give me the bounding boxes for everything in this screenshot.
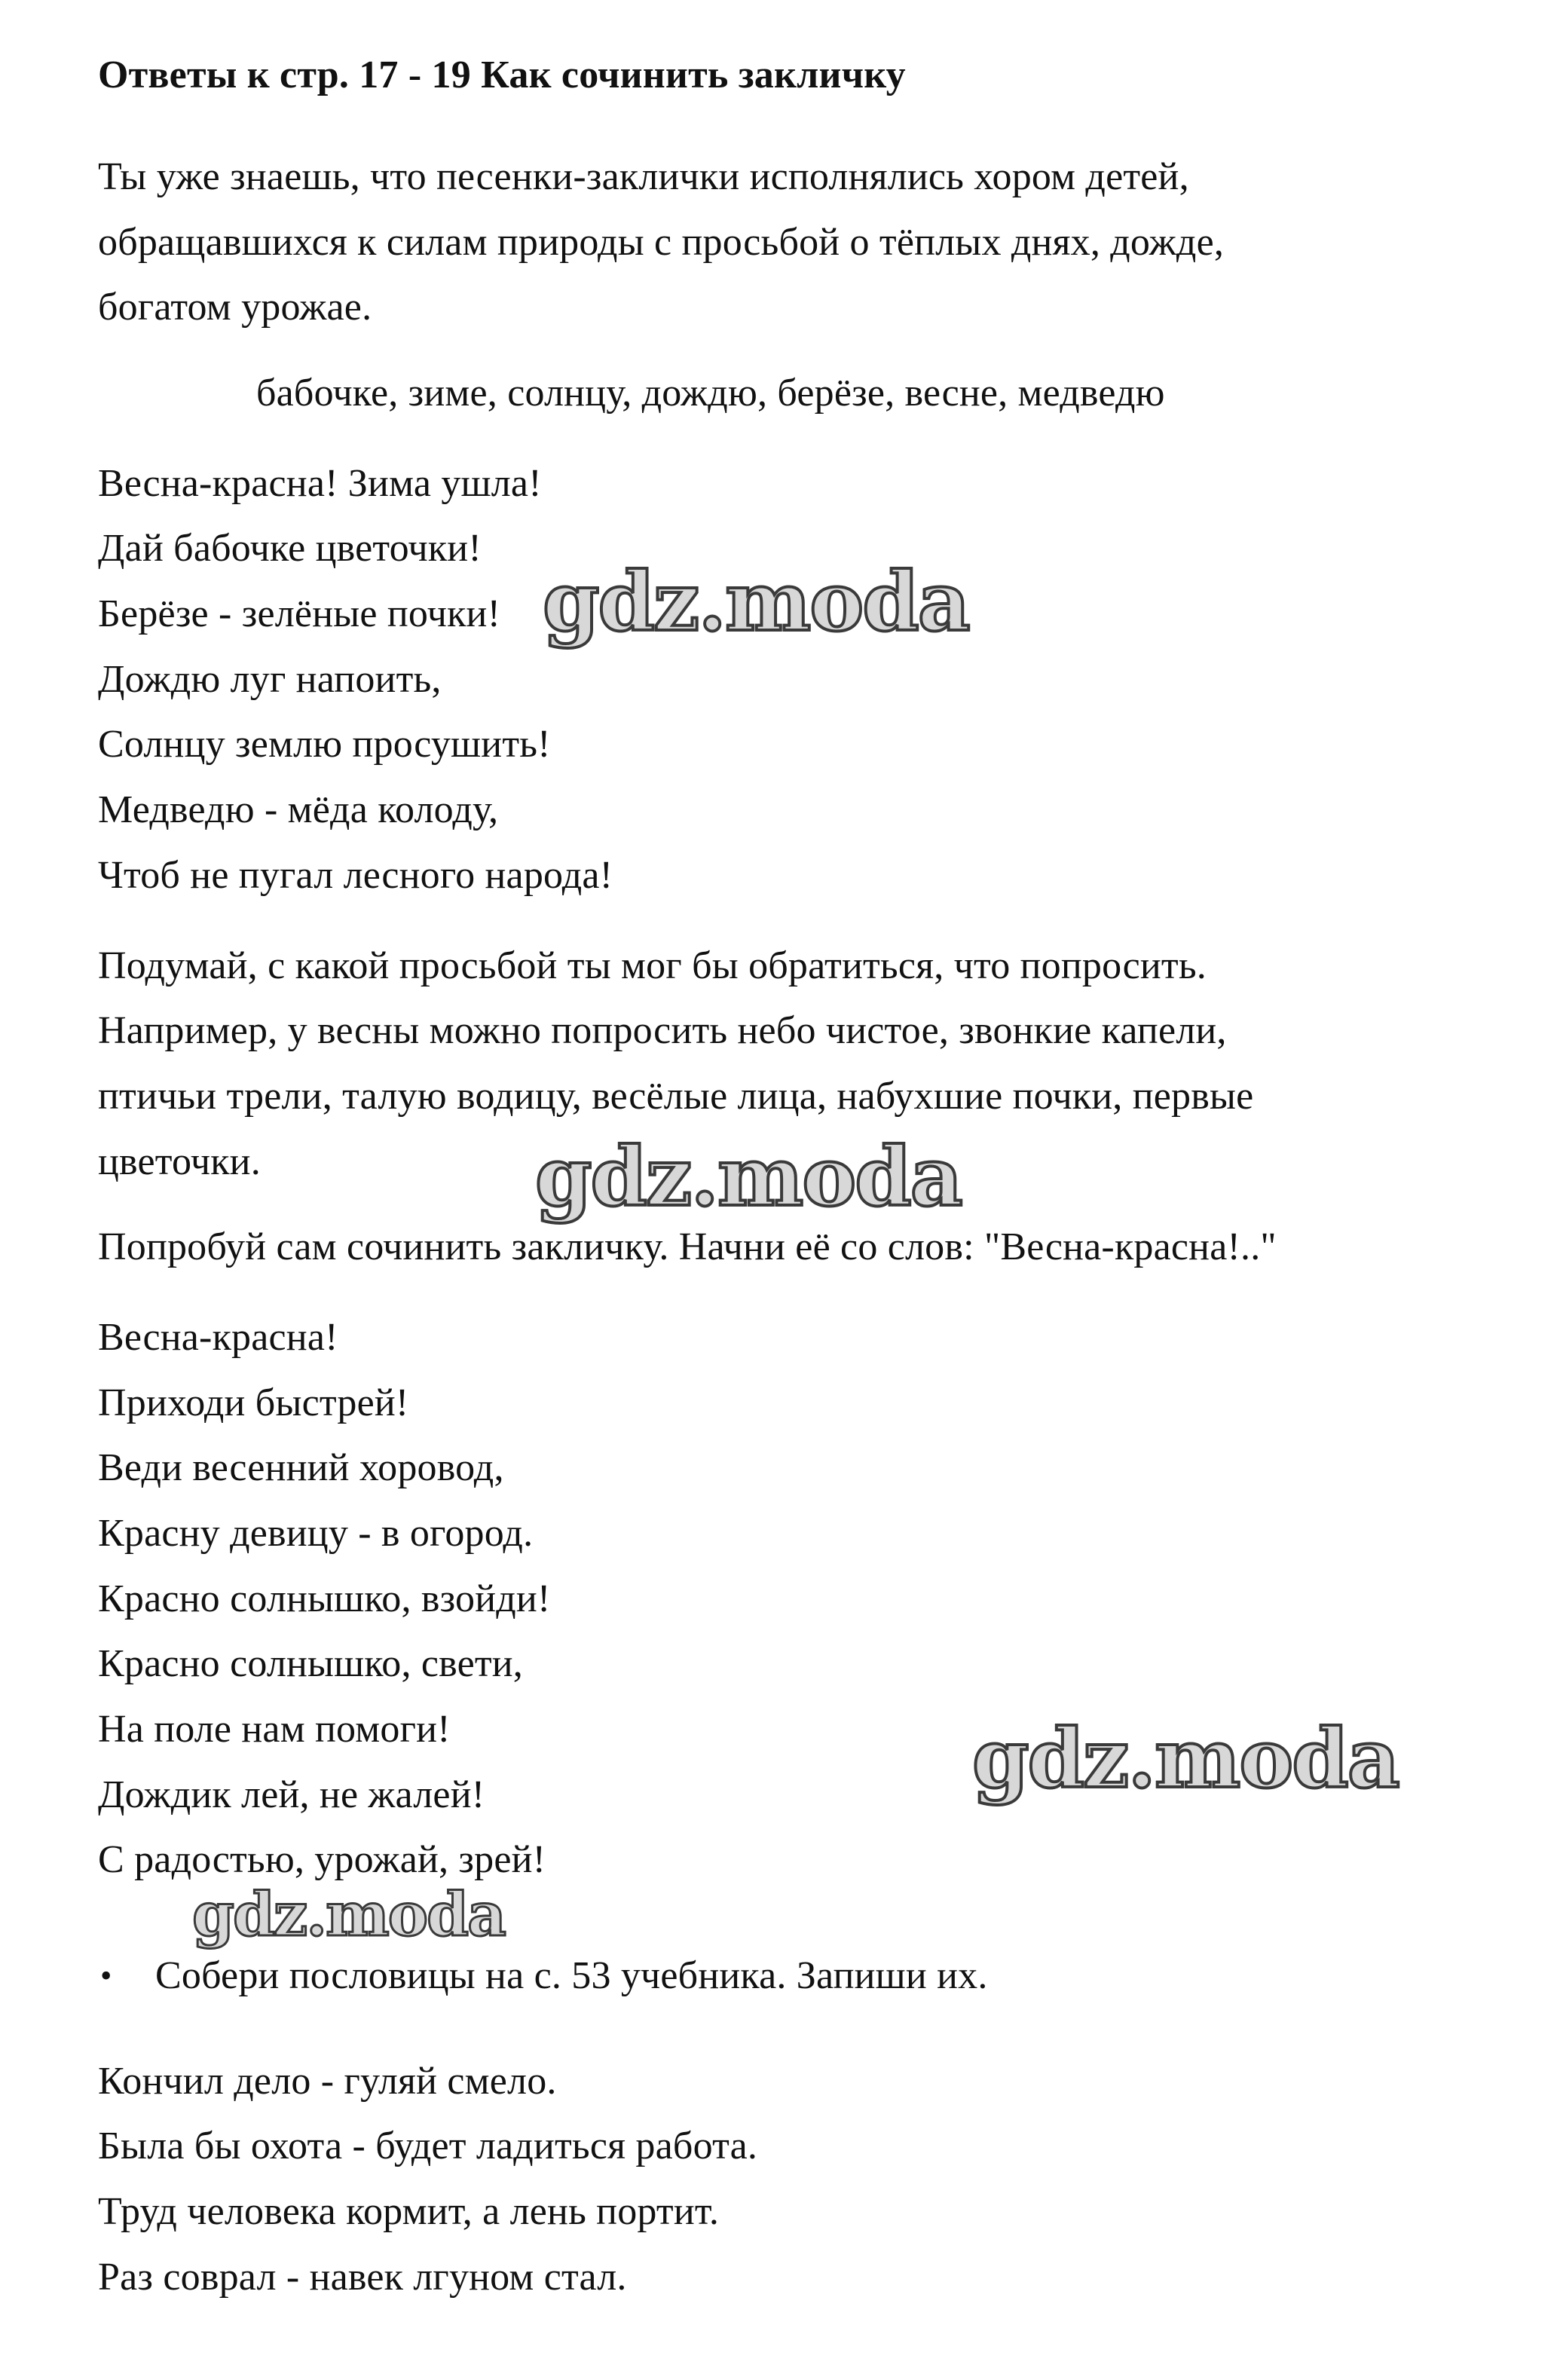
intro-line-2: обращавшихся к силам природы с просьбой о тёплых днях, дожде, [98, 221, 1225, 264]
poem2-line-4: Красну девицу - в огород. [98, 1512, 534, 1555]
watermark-4: gdz.moda [192, 1879, 505, 1950]
paragraph2-line-3: птичьи трели, талую водицу, весёлые лица, набухшие почки, первые [98, 1075, 1254, 1118]
poem2-line-9: С радостью, урожай, зрей! [98, 1838, 546, 1881]
task-line: Попробуй сам сочинить закличку. Начни её со слов: "Весна-красна!.." [98, 1225, 1277, 1268]
poem1-line-4: Дождю луг напоить, [98, 658, 442, 701]
intro-line-3: богатом урожае. [98, 286, 372, 329]
proverb-2: Была бы охота - будет ладиться работа. [98, 2125, 758, 2167]
poem1-line-3: Берёзе - зелёные почки! [98, 592, 501, 635]
intro-line-1: Ты уже знаешь, что песенки-заклички исполнялись хором детей, [98, 155, 1189, 198]
watermark-1: gdz.moda [543, 555, 969, 650]
proverb-4: Раз соврал - навек лгуном стал. [98, 2256, 627, 2299]
watermark-2: gdz.moda [535, 1130, 962, 1225]
poem2-line-6: Красно солнышко, свети, [98, 1642, 524, 1685]
paragraph2-line-4: цветочки. [98, 1140, 261, 1183]
poem1-line-1: Весна-красна! Зима ушла! [98, 462, 542, 505]
page-title: Ответы к стр. 17 - 19 Как сочинить закличку [98, 54, 906, 96]
watermark-3: gdz.moda [972, 1712, 1399, 1806]
poem2-line-5: Красно солнышко, взойди! [98, 1577, 551, 1620]
paragraph2-line-1: Подумай, с какой просьбой ты мог бы обратиться, что попросить. [98, 944, 1207, 987]
poem2-line-7: На поле нам помоги! [98, 1708, 451, 1751]
proverb-1: Кончил дело - гуляй смело. [98, 2060, 557, 2103]
proverb-3: Труд человека кормит, а лень портит. [98, 2190, 720, 2233]
bullet-task: Собери пословицы на с. 53 учебника. Запиши их. [155, 1954, 988, 1997]
poem1-line-6: Медведю - мёда колоду, [98, 788, 499, 831]
poem1-line-5: Солнцу землю просушить! [98, 723, 551, 766]
bullet-icon: • [100, 1957, 112, 1994]
poem2-line-3: Веди весенний хоровод, [98, 1446, 504, 1489]
poem1-line-2: Дай бабочке цветочки! [98, 527, 482, 570]
poem2-line-8: Дождик лей, не жалей! [98, 1773, 485, 1816]
paragraph2-line-2: Например, у весны можно попросить небо чистое, звонкие капели, [98, 1009, 1227, 1052]
poem2-line-2: Приходи быстрей! [98, 1381, 409, 1424]
poem2-line-1: Весна-красна! [98, 1316, 338, 1359]
word-list: бабочке, зиме, солнцу, дождю, берёзе, весне, медведю [256, 372, 1165, 415]
poem1-line-7: Чтоб не пугал лесного народа! [98, 854, 613, 897]
